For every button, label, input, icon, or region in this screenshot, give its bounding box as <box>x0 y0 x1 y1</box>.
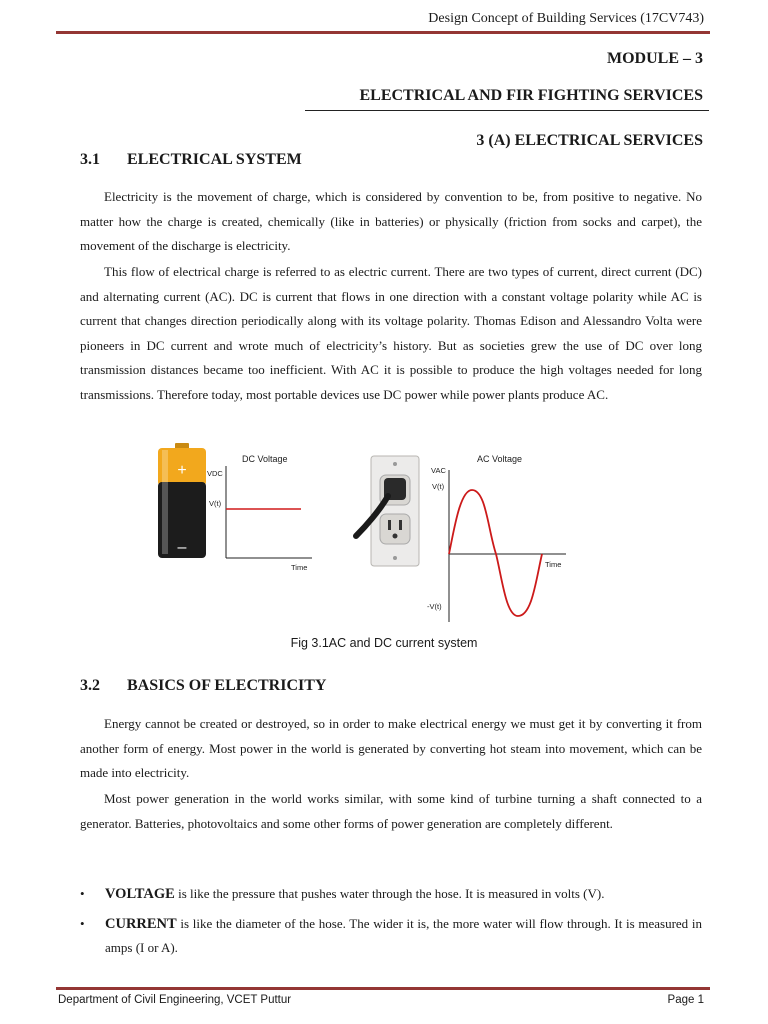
definition-text: is like the pressure that pushes water through the hose. It is measured in volts (V). <box>174 886 605 901</box>
ac-voltage-chart <box>427 454 566 622</box>
ac-sine-wave <box>449 490 542 616</box>
footer-rule <box>56 987 710 990</box>
definition-list <box>80 882 702 966</box>
bullet-glyph: • <box>80 886 85 901</box>
wall-outlet-image <box>356 456 419 566</box>
section-heading-3-1 <box>80 151 302 169</box>
section-number: 3.2 <box>80 677 100 694</box>
ac-chart-title: AC Voltage <box>477 454 523 464</box>
battery-image <box>158 443 206 558</box>
running-header <box>428 11 704 27</box>
list-item <box>80 912 702 961</box>
figure-caption: Fig 3.1AC and DC current system <box>290 636 478 650</box>
section-title: ELECTRICAL SYSTEM <box>127 151 302 168</box>
battery-plus-label: + <box>177 462 187 479</box>
section-number: 3.1 <box>80 151 100 168</box>
header-rule <box>56 31 710 34</box>
paragraph-current-types: This flow of electrical charge is referred to as electric current. There are two types of current, direct current (DC) and alternating current (AC). DC is current that flows in one direction with a constant voltage polarity while AC is current that changes direction periodically along with its voltage polarity. Thomas Edison and Alessandro Volta were pioneers in DC current and wrote much of electricity’s history. But as societies grew the use of DC over long transmission distances became too inefficient. With AC it is possible to produce the high voltages needed for long transmissions. Therefore today, most portable devices use DC power while power plants produce AC. <box>80 264 702 402</box>
part-title: ELECTRICAL AND FIR FIGHTING SERVICES <box>359 87 703 104</box>
section-title: BASICS OF ELECTRICITY <box>127 677 327 694</box>
dc-chart-title: DC Voltage <box>242 454 288 464</box>
header-code: (17CV743) <box>640 11 704 26</box>
bullet-glyph: • <box>80 915 85 931</box>
ac-dc-figure <box>144 440 626 626</box>
module-heading: MODULE – 3 <box>607 50 703 67</box>
header-title: Design Concept of Building Services <box>428 11 637 26</box>
dc-x-label: Time <box>291 563 308 572</box>
battery-minus-label: – <box>177 539 187 556</box>
dc-y-top-label: VDC <box>207 469 223 478</box>
dc-y-level-label: V(t) <box>209 499 222 508</box>
section-heading-3-2 <box>80 677 326 695</box>
ac-y-neg-label: -V(t) <box>427 602 442 611</box>
paragraph-energy-conversion: Energy cannot be created or destroyed, so in order to make electrical energy we must get it by converting it from another form of energy. Most power in the world is generated by converting hot steam into movement, which can be made into electricity. <box>80 716 702 781</box>
ac-y-top-label: VAC <box>431 466 446 475</box>
term-voltage: VOLTAGE <box>105 886 175 902</box>
definition-text: is like the diameter of the hose. The wider it is, the more water will flow through. It is measured in amps (I or A). <box>105 915 702 956</box>
ac-y-pos-label: V(t) <box>432 482 445 491</box>
dc-voltage-chart <box>207 454 312 572</box>
paragraph-power-generation: Most power generation in the world works similar, with some kind of turbine turning a shaft connected to a generator. Batteries, photovoltaics and some other forms of power generation are completely different. <box>80 791 702 831</box>
subpart-title: 3 (A) ELECTRICAL SERVICES <box>476 132 703 149</box>
part-title-rule <box>305 110 709 111</box>
paragraph-electricity: Electricity is the movement of charge, which is considered by convention to be, from positive to negative. No matter how the charge is created, chemically (like in batteries) or physically (friction from socks and carpet), the movement of the discharge is electricity. <box>80 189 702 254</box>
term-current: CURRENT <box>105 915 177 932</box>
ac-x-label: Time <box>545 560 562 569</box>
footer-department: Department of Civil Engineering, VCET Puttur <box>58 994 292 1006</box>
list-item <box>80 882 702 907</box>
page-number: Page 1 <box>667 994 704 1006</box>
